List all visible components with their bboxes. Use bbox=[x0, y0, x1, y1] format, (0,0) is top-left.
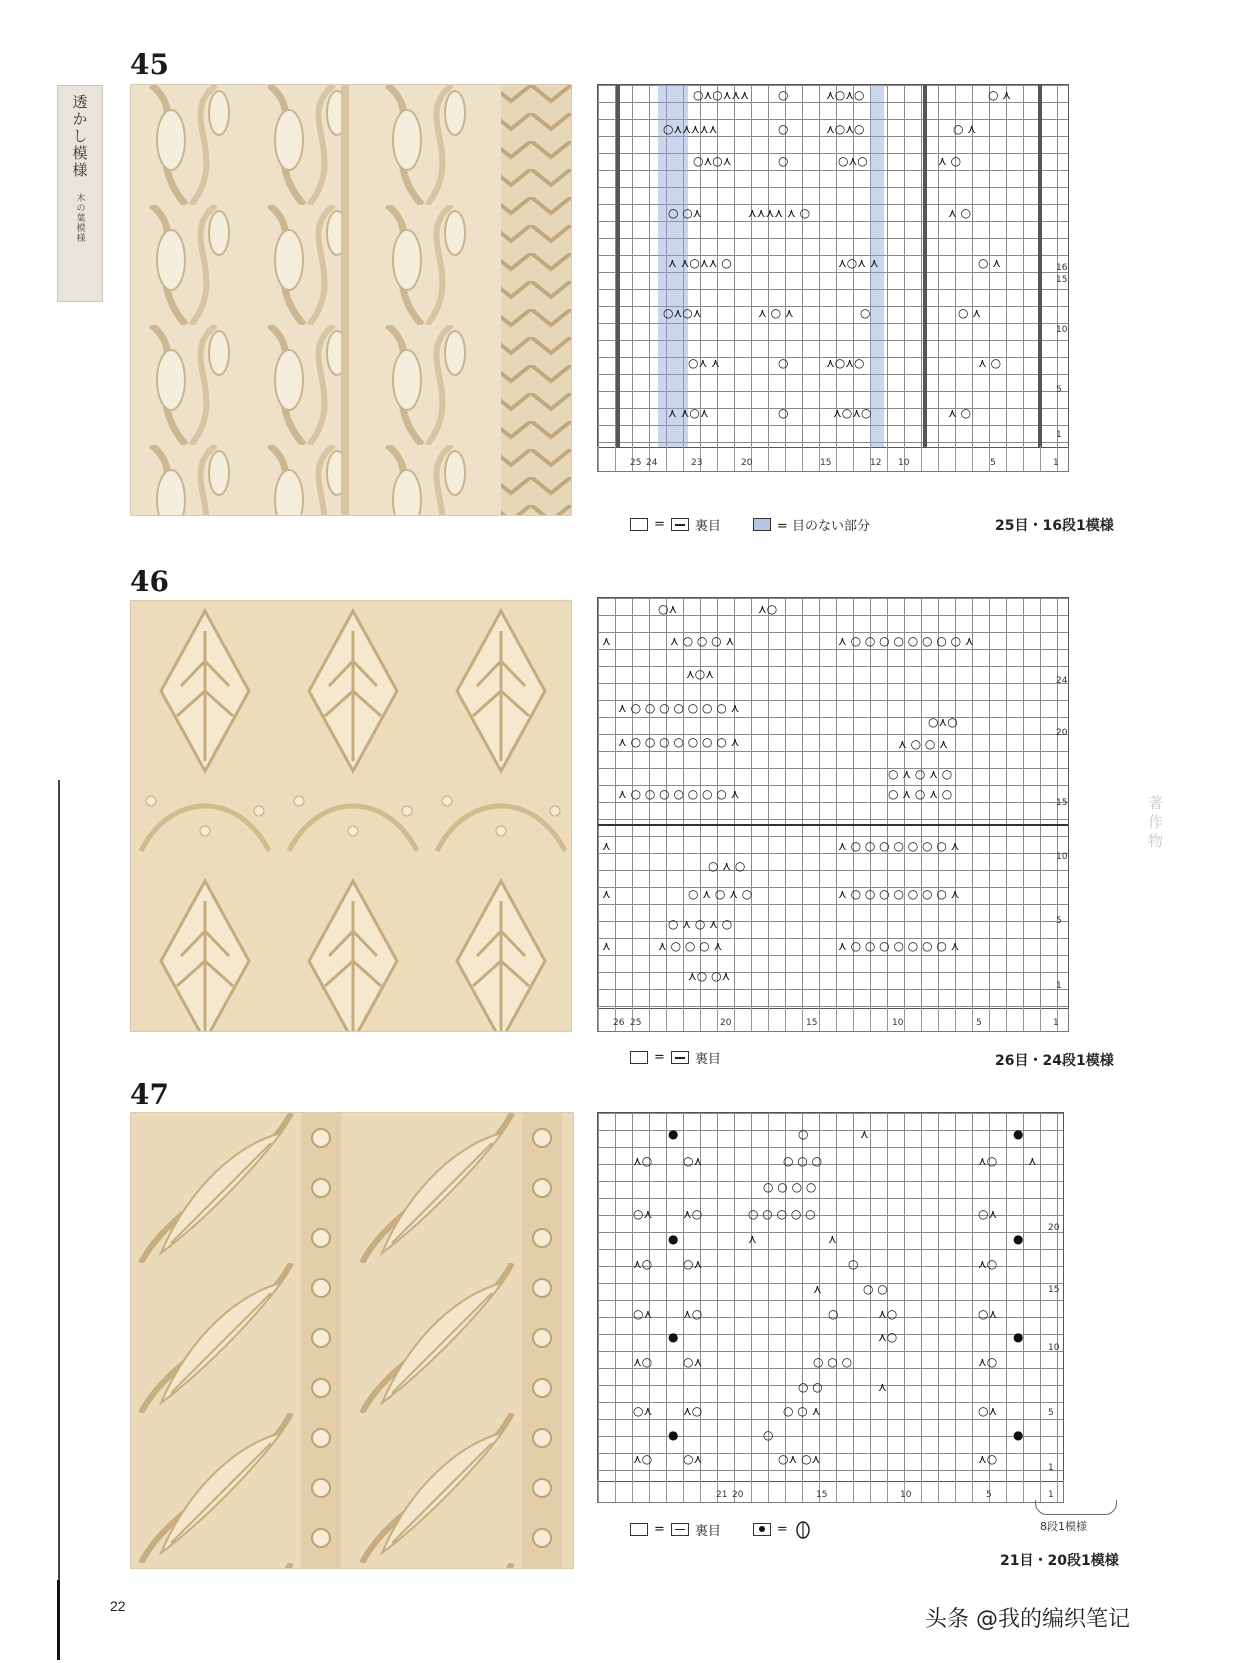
no-stitch-symbol-icon bbox=[753, 518, 771, 531]
bobble-symbol-icon bbox=[753, 1523, 771, 1536]
knit-symbol-icon bbox=[630, 1051, 648, 1064]
swatch-photo-47 bbox=[130, 1112, 574, 1569]
watermark: 头条 @我的编织笔记 bbox=[925, 1607, 1130, 1632]
repeat-info-46: 26目・24段1模様 bbox=[995, 1053, 1114, 1069]
bobble-diagram-icon bbox=[794, 1518, 812, 1540]
purl-symbol-icon bbox=[671, 518, 689, 531]
purl-symbol-icon bbox=[671, 1051, 689, 1064]
repeat-info-45: 25目・16段1模様 bbox=[995, 518, 1114, 534]
copyright-mark: 著作物 bbox=[1146, 795, 1164, 852]
purl-label: 裏目 bbox=[694, 1052, 721, 1067]
repeat-info-47: 21目・20段1模様 bbox=[1000, 1553, 1119, 1569]
margin-rule bbox=[58, 780, 60, 1650]
pattern-number-46: 46 bbox=[130, 565, 169, 598]
chart-grid-46: ○⋏ ⋏○ ⋏ ⋏ ○ ○ ○ ⋏ ⋏ ○ ○ ○ ○ ○ ○ ○ ○ ⋏ ⋏○⋏ ⋏ ○ ○ ○ ○ ○ ○ ○ ⋏ ○⋏○ ⋏ ○ ○ ○ ○ ○ ○ ○ ⋏ ⋏ ○ ○ ⋏ ○ ⋏ ○ ⋏ ○ ⋏ ○ ○ ○ ○ ○ ○ ○ ⋏ ○ ⋏ ○ ⋏ ○ ⋏ ⋏ ○ ○ ○ ○ ○ ○ ○ ⋏ ○ ⋏ ○ ○ ⋏ ○ ⋏ ○ ⋏ ⋏ ○ ○ ○ ○ ○ ○ ○ ⋏ ○ ⋏ ○ ⋏ ○ ⋏ ⋏ ○ ○ ○ ⋏ ⋏ ○ ○ ○ ○ ○ ○ ○ ⋏ ⋏○ ○⋏ 24 20 15 10 5 1 bbox=[597, 597, 1069, 1009]
purl-label: 裏目 bbox=[694, 519, 721, 534]
bracket-label: 8段1模様 bbox=[1040, 1520, 1087, 1533]
section-subtitle: 木の葉模様 bbox=[74, 193, 85, 243]
legend-45: = 裏目 = 目のない部分 bbox=[630, 515, 870, 534]
page-number: 22 bbox=[110, 1598, 126, 1614]
pattern-number-45: 45 bbox=[130, 48, 169, 81]
chart-grid-47: ● ○ ⋏ ● ⋏○ ○⋏ ○ ○ ○ ⋏○ ⋏ ○ ○ ○ ○ ○⋏ ⋏○ ○ ○ ○ ○ ○ ○⋏ ● ⋏ ⋏ ● ⋏○ ○⋏ ○ ⋏○ ⋏ ○ ○ ○⋏ ⋏○ ○ ⋏○ ○⋏ ● ⋏○ ● ⋏○ ○⋏ ○ ○ ○ ⋏○ ○ ○ ⋏ ○⋏ ⋏○ ○ ○ ⋏ ○⋏ ● ○ ● ⋏○ ○⋏ ○⋏ ○⋏ ⋏○ 20 15 10 5 1 bbox=[597, 1112, 1064, 1482]
legend-47: = 裏目 = bbox=[630, 1518, 812, 1540]
no-stitch-label: = 目のない部分 bbox=[776, 519, 870, 534]
swatch-photo-46 bbox=[130, 600, 572, 1032]
section-title: 透かし模様 bbox=[70, 94, 89, 179]
repeat-bracket bbox=[1035, 1500, 1117, 1515]
stitch-number-row-46: 26 25 20 15 10 5 1 bbox=[597, 1007, 1069, 1032]
legend-46: = 裏目 bbox=[630, 1048, 721, 1067]
swatch-photo-45 bbox=[130, 84, 572, 516]
chart-grid-45: ○⋏○⋏⋏⋏ ○ ⋏○⋏○ ○ ⋏ ○⋏⋏⋏⋏⋏ ○ ⋏○⋏○ ○ ⋏ ○⋏○⋏ ○ ○⋏○ ⋏ ○ ○ ○⋏ ⋏⋏⋏⋏ ⋏ ○ ⋏ ○ ⋏ ⋏○⋏⋏ ○ ⋏○⋏ ⋏ ○ ⋏ ○⋏○⋏ ⋏ ○ ⋏ ○ ○ ⋏ ○⋏ ⋏ ○ ⋏○⋏○ ⋏ ○ ⋏ ⋏○⋏ ○ ⋏○⋏○ ⋏ ○ 16 15 10 5 1 bbox=[597, 84, 1069, 448]
purl-label: 裏目 bbox=[694, 1523, 721, 1539]
margin-rule-bold bbox=[57, 1580, 60, 1660]
purl-symbol-icon bbox=[671, 1523, 689, 1536]
section-tab bbox=[57, 85, 103, 302]
knit-symbol-icon bbox=[630, 1523, 648, 1536]
stitch-number-row-45: 25 24 23 20 15 12 10 5 1 bbox=[597, 446, 1069, 472]
pattern-number-47: 47 bbox=[130, 1078, 169, 1111]
knit-symbol-icon bbox=[630, 518, 648, 531]
stitch-number-row-47: 21 20 15 10 5 1 bbox=[597, 1480, 1064, 1503]
